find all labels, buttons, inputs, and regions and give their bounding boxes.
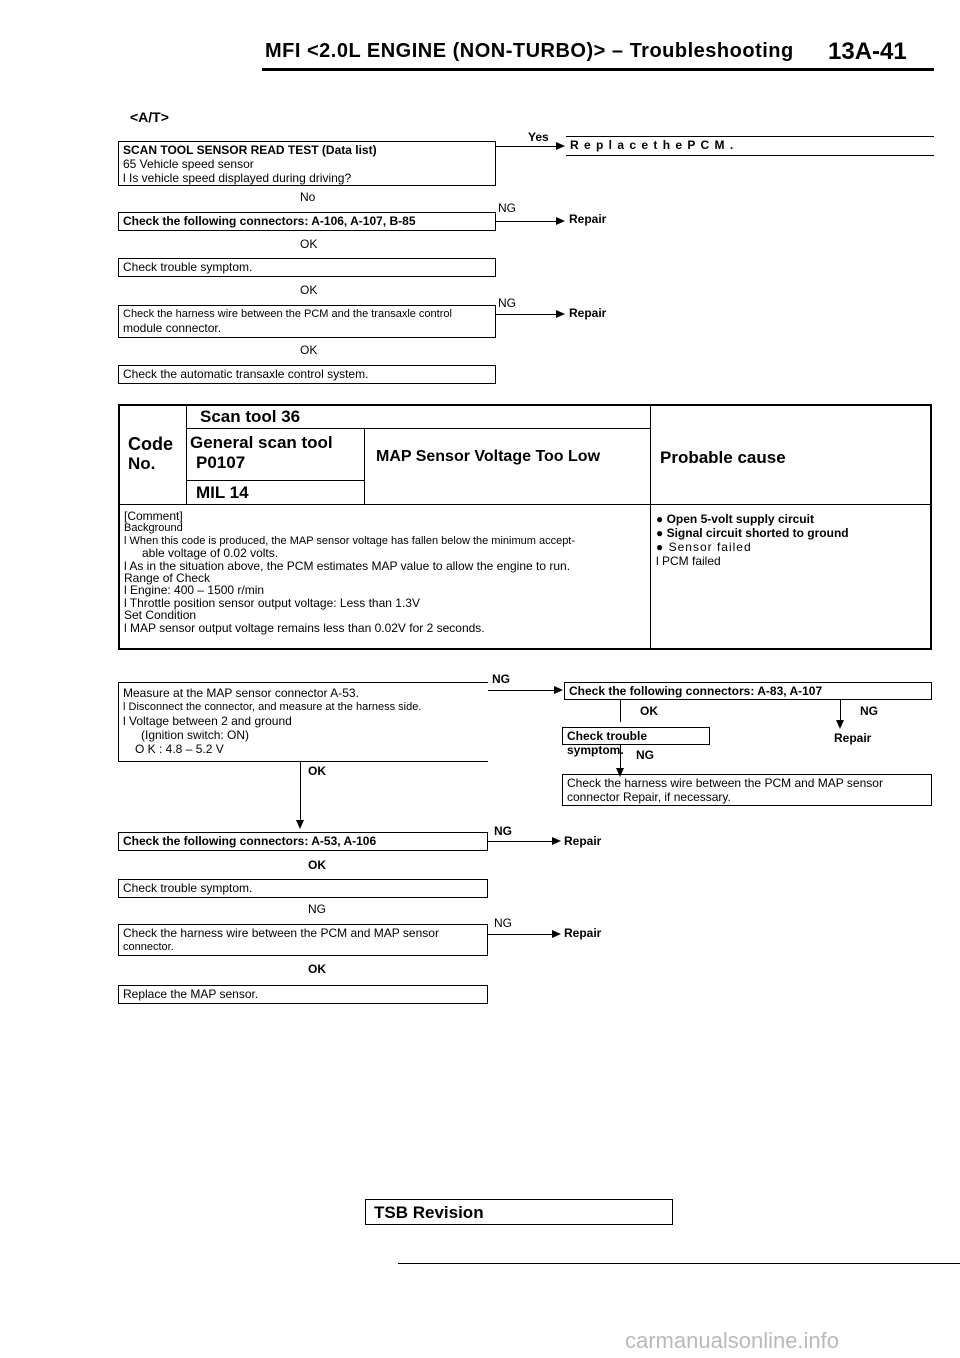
ok-label-1: OK [300,237,318,251]
repair-label-b: Repair [564,834,602,848]
comment-line: l Throttle position sensor output voltage: Less than 1.3V [124,595,420,610]
dtc-table [118,404,932,650]
repair-label-a: Repair [834,731,872,745]
page-number: 13A-41 [828,38,907,65]
ng1-arrow [556,217,565,225]
footer-rule [398,1263,960,1264]
box4-line1: Check the harness wire between the PCM and the transaxle control [123,308,452,320]
probable-cause-label: Probable cause [660,448,786,467]
tsb-revision: TSB Revision [365,1199,673,1225]
ok-label-c: OK [308,858,326,872]
measure-line2: l Disconnect the connector, and measure at the harness side. [123,701,422,713]
ok-label-a: OK [640,704,658,718]
ng-d-arrow [552,837,561,845]
replace-pcm-box: R e p l a c e t h e P C M . [566,136,934,156]
ng-label-d: NG [494,824,512,838]
harness-b-line1: Check the harness wire between the PCM and MAP sensor [123,926,439,940]
comment-line: Range of Check [124,571,211,586]
ok-label-2: OK [300,283,318,297]
header-rule [262,68,934,71]
check-trouble-box-1: Check trouble symptom. [118,258,496,277]
check-connectors-a53-box: Check the following connectors: A-53, A-106 [118,832,488,851]
cause-item: ● Signal circuit shorted to ground [656,526,849,540]
ng-label-2: NG [498,296,516,310]
replace-map-sensor-box: Replace the MAP sensor. [118,985,488,1004]
harness-a-line1: Check the harness wire between the PCM and MAP sensor [567,776,883,790]
ng-a-arrow [554,686,563,694]
mil-code: MIL 14 [196,483,249,502]
box1-line2: 65 Vehicle speed sensor [123,157,254,171]
ok-label-3: OK [300,343,318,357]
ng2-line [496,314,556,315]
box1-line3: l Is vehicle speed displayed during driving? [123,171,352,185]
check-at-system-box: Check the automatic transaxle control system. [118,365,496,384]
code-label: Code [128,434,173,454]
ng-f-arrow [552,930,561,938]
ng-label-c: NG [636,748,654,762]
dtc-title: MAP Sensor Voltage Too Low [376,448,601,465]
page-title: MFI <2.0L ENGINE (NON-TURBO)> – Troubleshooting [265,40,794,62]
cause-item: ● Sensor failed [656,540,752,554]
scan-tool-test-box [118,141,496,186]
check-connectors-a83-box: Check the following connectors: A-83, A-107 [564,682,932,700]
ng-label-a: NG [492,672,510,686]
cause-item: l PCM failed [656,554,721,568]
box1-line1: SCAN TOOL SENSOR READ TEST (Data list) [123,143,377,157]
at-tag: <A/T> [130,109,169,125]
box4-line2: module connector. [123,321,222,335]
check-harness-box-1 [118,305,496,338]
ng1-line [496,221,556,222]
ok-label-d: OK [308,962,326,976]
comment-line: Set Condition [124,608,197,623]
measure-line5: O K : 4.8 – 5.2 V [135,742,224,756]
measure-line4: (Ignition switch: ON) [141,728,250,742]
harness-a-line2: connector Repair, if necessary. [567,790,731,804]
comment-line: [Comment] [124,509,183,523]
ng-label-b: NG [860,704,878,718]
harness-b-line2: connector. [123,941,174,953]
comment-line: able voltage of 0.02 volts. [142,546,279,561]
repair-label-1: Repair [569,212,607,226]
measure-line3: l Voltage between 2 and ground [123,714,292,728]
check-trouble-box-b: Check trouble symptom. [118,879,488,898]
comment-line: l MAP sensor output voltage remains less than 0.02V for 2 seconds. [124,620,485,635]
p-code: P0107 [196,453,246,472]
repair-label-c: Repair [564,926,602,940]
no-label-table: No. [128,454,156,473]
check-harness-box-a [562,774,932,806]
comment-line: Background [124,522,183,535]
comment-block [124,510,644,634]
ng-label-1: NG [498,201,516,215]
check-trouble-box-a: Check trouble symptom. [562,727,710,745]
scan-tool-code: Scan tool 36 [200,407,301,426]
cause-item: ● Open 5-volt supply circuit [656,512,814,526]
ng-label-f: NG [494,916,512,930]
yes-label: Yes [528,130,549,144]
probable-causes-list [656,512,926,568]
comment-line: l When this code is produced, the MAP sensor voltage has fallen below the minimum accept- [124,534,576,547]
no-label: No [300,190,316,204]
check-harness-box-b [118,924,488,956]
check-connectors-box-1: Check the following connectors: A-106, A-107, B-85 [118,212,496,231]
ng2-arrow [556,310,565,318]
yes-arrow [556,142,565,150]
general-scan-tool: General scan tool [190,433,333,452]
yes-connector-line [496,146,556,147]
measure-line1: Measure at the MAP sensor connector A-53. [123,686,359,700]
comment-line: l As in the situation above, the PCM estimates MAP value to allow the engine to run. [124,558,571,573]
ng-label-e: NG [308,902,326,916]
comment-line: l Engine: 400 – 1500 r/min [124,583,265,598]
watermark: carmanualsonline.info [625,1328,840,1353]
ok-label-b: OK [308,764,326,778]
repair-label-2: Repair [569,306,607,320]
measure-box [118,682,488,762]
